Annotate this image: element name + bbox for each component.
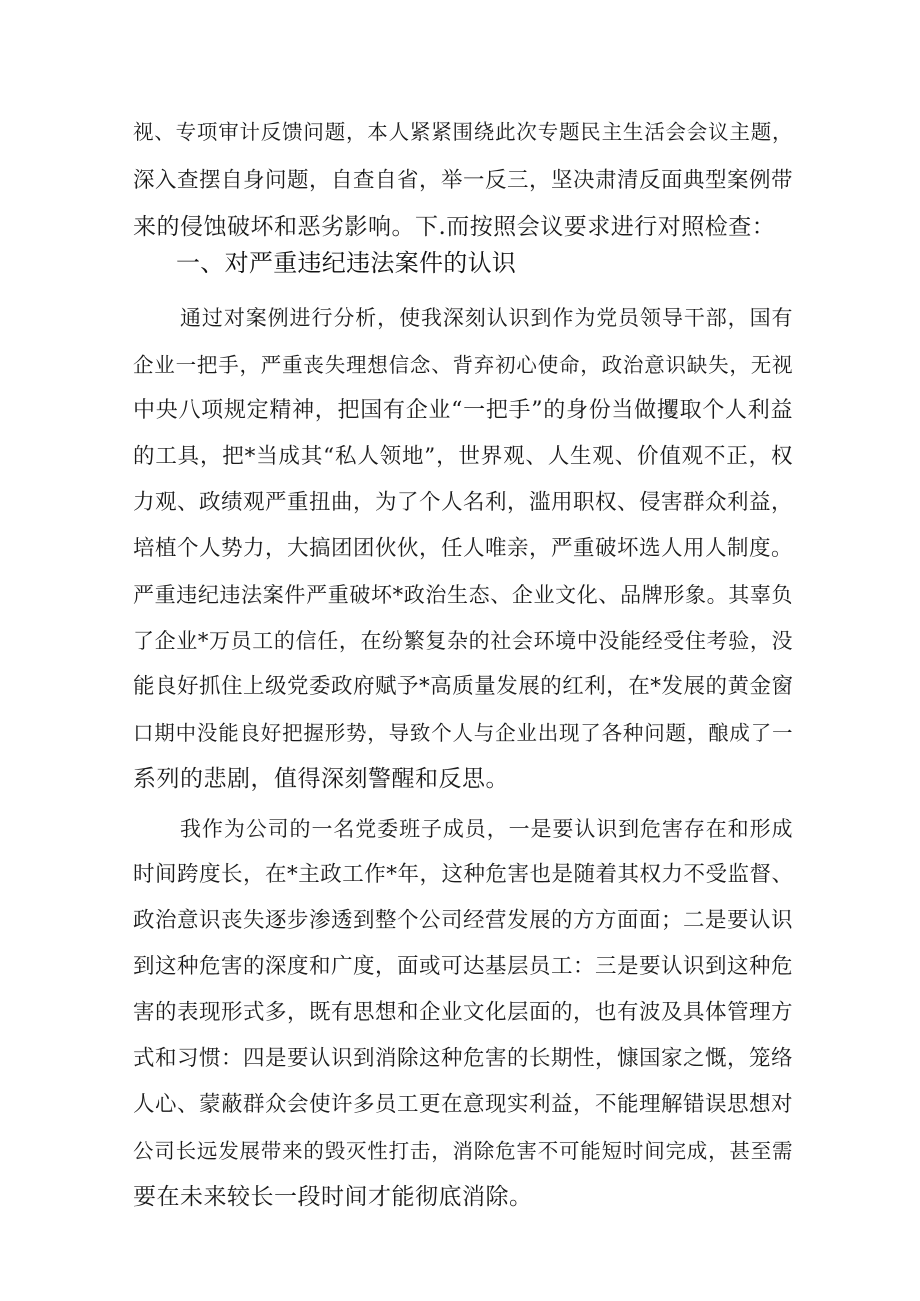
paragraph-line: 人心、蒙蔽群众会使许多员工更在意现实利益，不能理解错误思想对 xyxy=(133,1092,794,1117)
paragraph-line: 的工具，把*当成其“私人领地”，世界观、人生观、价值观不正，权 xyxy=(133,444,793,469)
paragraph-line: 了企业*万员工的信任，在纷繁复杂的社会环境中没能经受住考验，没 xyxy=(133,629,793,653)
paragraph-line: 能良好抓住上级党委政府赋予*高质量发展的红利，在*发展的黄金窗 xyxy=(133,674,794,699)
paragraph-line: 政治意识丧失逐步渗透到整个公司经营发展的方方面面；二是要认识 xyxy=(133,908,794,933)
paragraph-line: 严重违纪违法案件严重破坏*政治生态、企业文化、品牌形象。其辜负 xyxy=(133,583,793,607)
paragraph-line: 企业一把手，严重丧失理想信念、背弃初心使命，政治意识缺失，无视 xyxy=(133,353,793,377)
paragraph-line: 我作为公司的一名党委班子成员，一是要认识到危害存在和形成 xyxy=(180,817,793,841)
paragraph-line: 力观、政绩观严重扭曲，为了个人名利，滥用职权、侵害群众利益， xyxy=(133,490,794,515)
paragraph-line: 害的表现形式多，既有思想和企业文化层面的，也有波及具体管理方 xyxy=(133,1000,794,1025)
intro-line: 来的侵蚀破坏和恶劣影响。下.而按照会议要求进行对照检查： xyxy=(133,214,776,240)
paragraph-line: 时间跨度长，在*主政工作*年，这种危害也是随着其权力不受监督、 xyxy=(133,862,794,887)
section-heading: 一、对严重违纪违法案件的认识 xyxy=(176,249,517,277)
paragraph-line: 口期中没能良好把握形势，导致个人与企业出现了各种问题，酿成了一 xyxy=(133,721,793,745)
intro-line: 深入查摆自身问题，自查自省，举一反三，坚决肃清反面典型案例带 xyxy=(133,168,794,193)
paragraph-line: 通过对案例进行分析，使我深刻认识到作为党员领导干部，国有 xyxy=(180,306,793,330)
paragraph-line: 中央八项规定精神，把国有企业“一把手”的身份当做攫取个人利益 xyxy=(133,398,793,423)
paragraph-line: 公司长远发展带来的毁灭性打击，消除危害不可能短时间完成，甚至需 xyxy=(133,1139,793,1163)
paragraph-line: 式和习惯：四是要认识到消除这种危害的长期性，慷国家之慨，笼络 xyxy=(133,1046,794,1071)
paragraph-line: 到这种危害的深度和广度，面或可达基层员工：三是要认识到这种危 xyxy=(133,954,794,979)
paragraph-line: 培植个人势力，大搞团团伙伙，任人唯亲，严重破坏选人用人制度。 xyxy=(133,536,794,561)
intro-line: 视、专项审计反馈问题，本人紧紧围绕此次专题民主生活会会议主题， xyxy=(133,120,793,144)
paragraph-line: 系列的悲剧，值得深刻警醒和反思。 xyxy=(133,766,509,792)
paragraph-line: 要在未来较长一段时间才能彻底消除。 xyxy=(133,1184,533,1210)
